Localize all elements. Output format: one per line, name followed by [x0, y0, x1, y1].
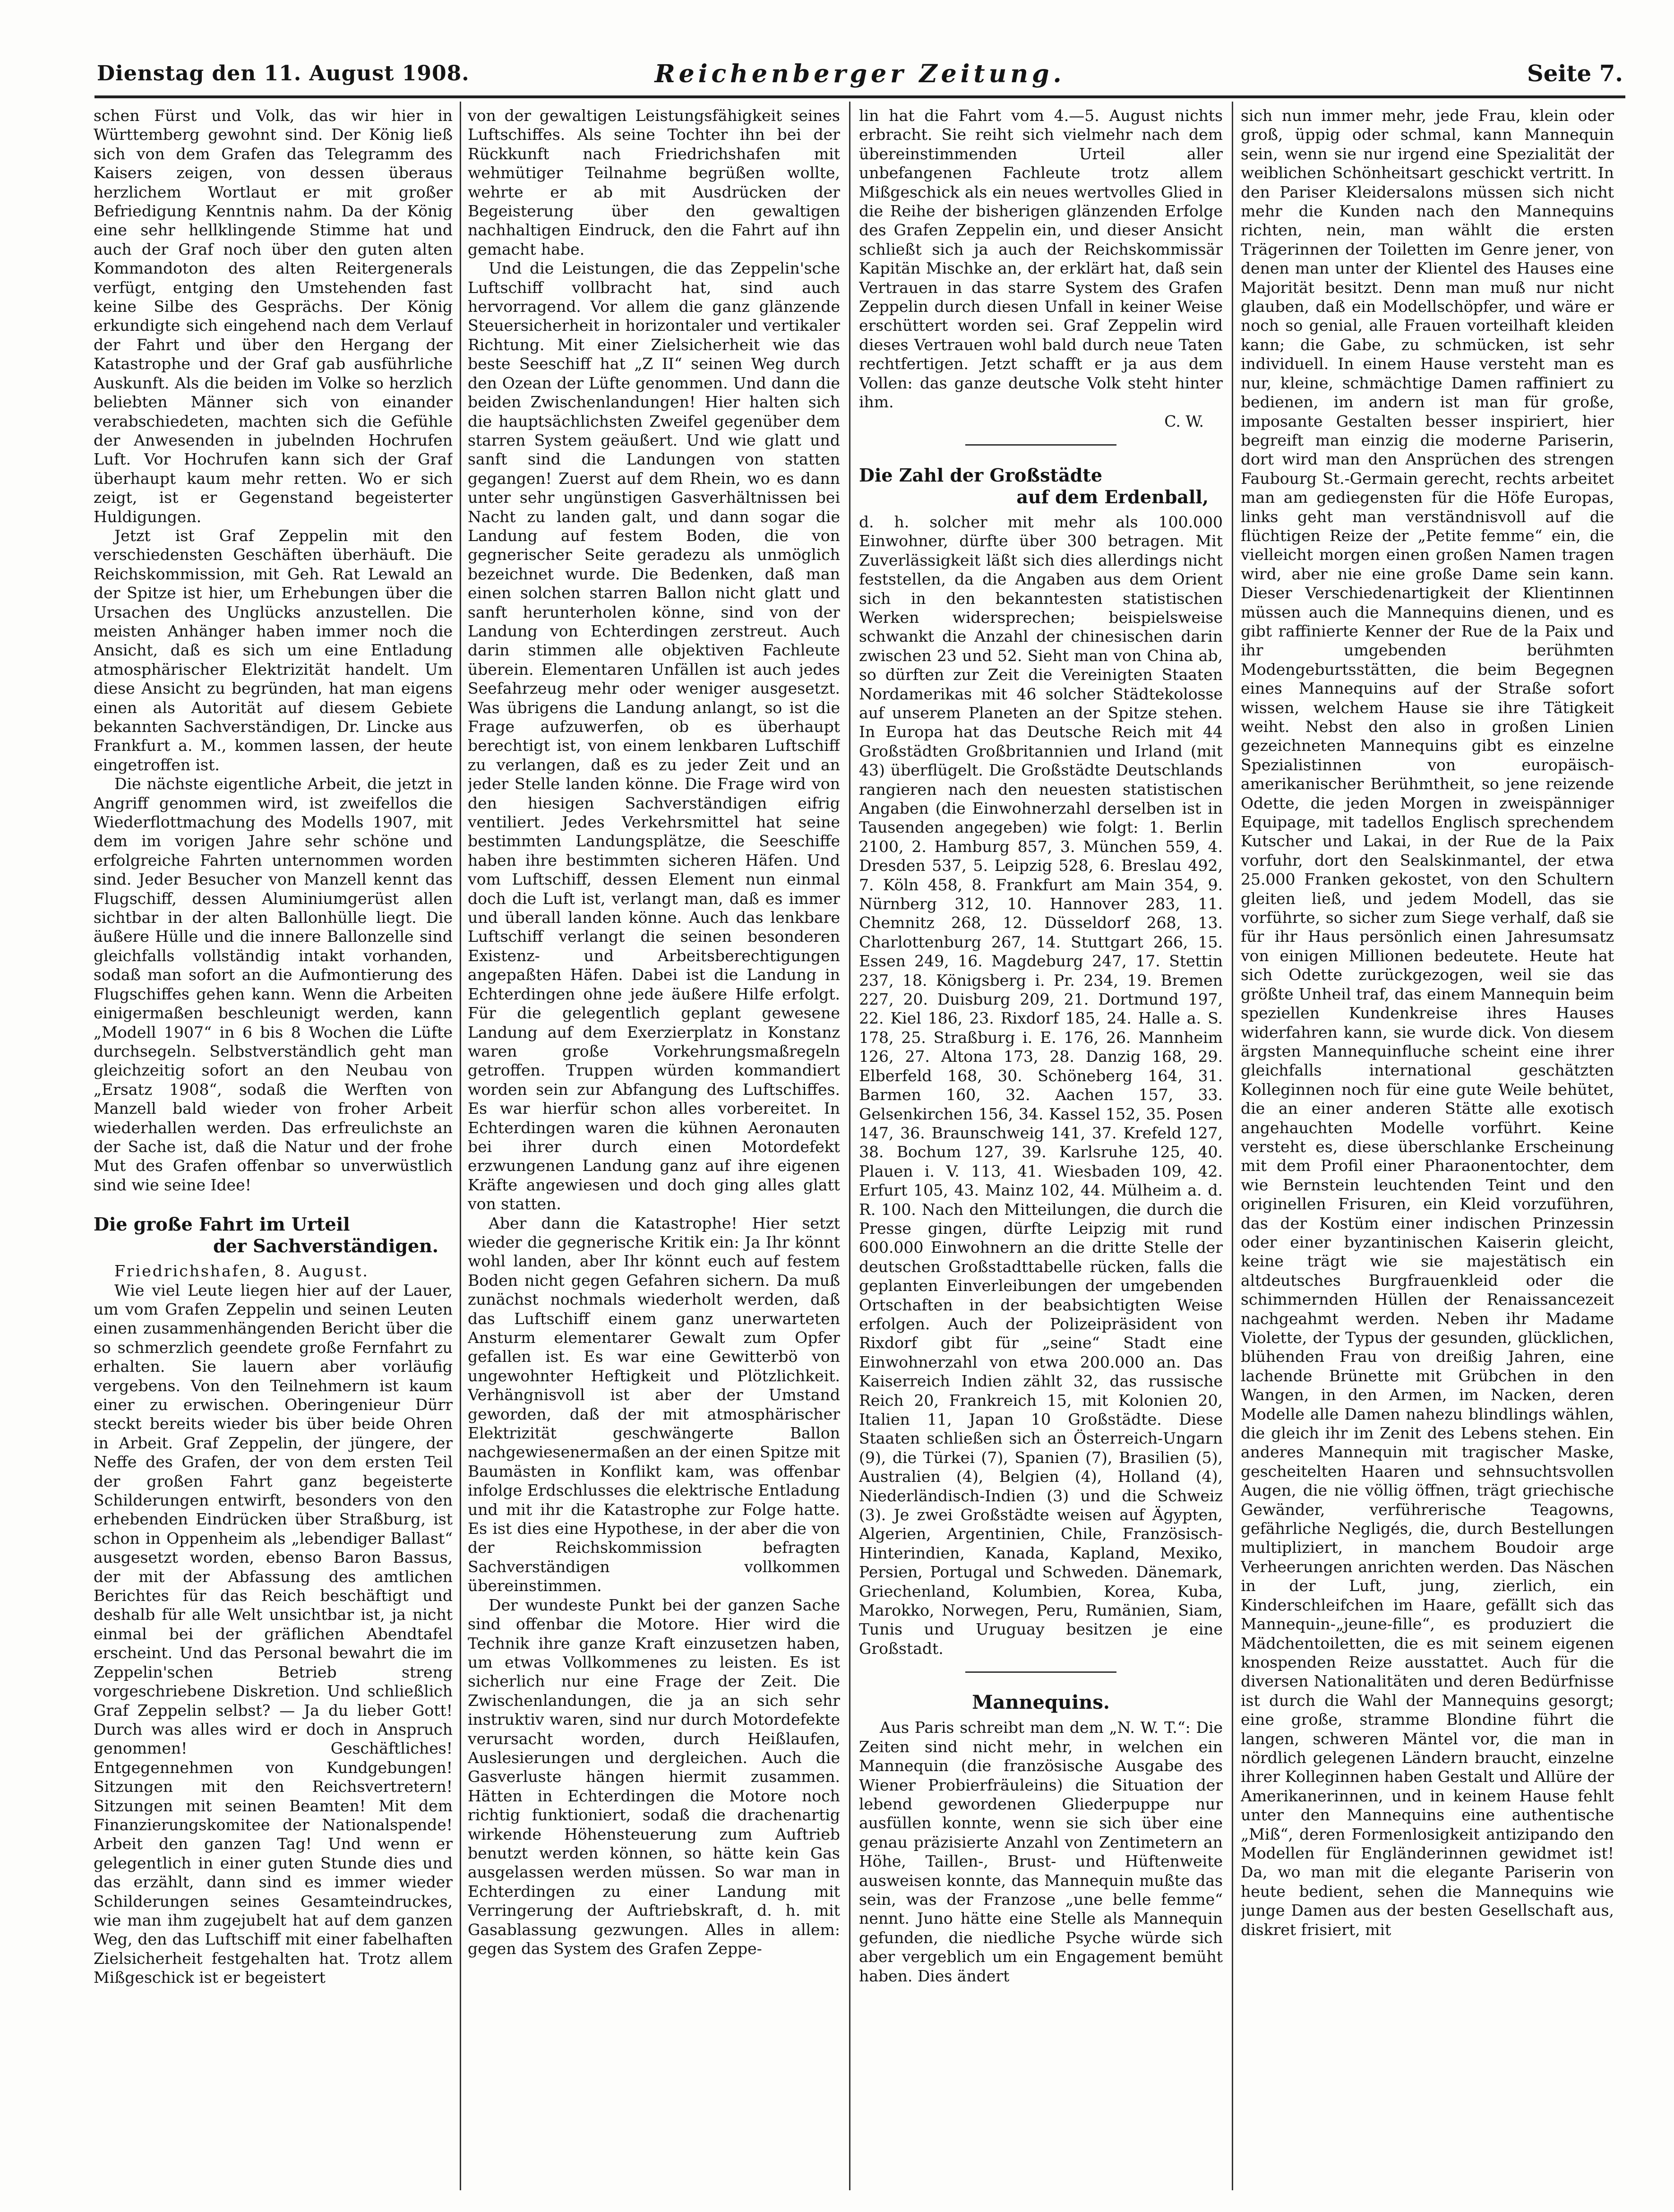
article-separator [965, 1671, 1116, 1673]
issue-date: Dienstag den 11. August 1908. [97, 61, 470, 86]
paragraph: Jetzt ist Graf Zeppelin mit den verschiedensten Geschäften überhäuft. Die Reichskommission, mit Geh. Rat Lewald an der Spitze ist hier, um Erhebungen über die Ursachen des Unglücks anzustellen. Die meisten Anhänger haben immer noch die Ansicht, daß es sich um eine Entladung atmosphärischer Elektrizität handelt. Um diese Ansicht zu begründen, hat man eigens einen als Autorität auf diesem Gebiete bekannten Sachverständigen, Dr. Lincke aus Frankfurt a. M., kommen lassen, der heute eingetroffen ist. [94, 526, 453, 774]
paragraph: sich nun immer mehr, jede Frau, klein oder groß, üppig oder schmal, kann Mannequin sein, wenn sie nur irgend eine Spezialität der weiblichen Schönheitsart geschickt vertritt. In den Pariser Kleidersalons müssen sich nicht mehr die Kunden nach den Mannequins richten, nein, man wählt die ersten Trägerinnen der Toiletten im Genre jener, von denen man unter der Klientel des Hauses eine Majorität besitzt. Denn man muß nur nicht glauben, daß ein Modellschöpfer, und wäre er noch so genial, alle Frauen vorteilhaft kleiden kann; die Gabe, zu schmücken, ist sehr individuell. In einem Hause versteht man es nur, kleine, schmächtige Damen raffiniert zu bedienen, im andern ist man für große, imposante Gestalten besser inspiriert, hier begreift man einzig die moderne Pariserin, dort wird man den Ansprüchen des strengen Faubourg St.-Germain gerecht, rechts arbeitet man am gediegensten für die Höfe Europas, links geht man verständnisvoll auf die flüchtigen Reize der „Petite femme“ ein, die vielleicht morgen einen großen Namen tragen wird, aber nie eine große Dame sein kann. Dieser Verschiedenartigkeit der Klientinnen müssen auch die Mannequins dienen, und es gibt raffinierte Kenner der Rue de la Paix und ihr umgebenden berühmten Modengeburtsstätten, die beim Begegnen eines Mannequins auf der Straße sofort wissen, welchem Hause sie ihre Tätigkeit weiht. Nebst den also in großen Linien gezeichneten Mannequins gibt es einzelne Spezialistinnen von europäisch-amerikanischer Berühmtheit, so jene reizende Odette, die jeden Morgen in zweispänniger Equipage, mit tadellos Englisch sprechendem Kutscher und Lakai, in der Rue de la Paix vorfuhr, dort den Sealskinmantel, der etwa 25.000 Franken gekostet, von den Schultern gleiten ließ, und jedem Modell, das sie vorführte, so sicher zum Siege verhalf, daß sie für ihr Haus persönlich einen Jahresumsatz von einigen Millionen bedeutete. Heute hat sich Odette zurückgezogen, weil sie das größte Unheil traf, das einem Mannequin beim speziellen Kundenkreise ihres Hauses widerfahren kann, sie wurde dick. Von diesem ärgsten Mannequinfluche scheint eine ihrer gleichfalls international geschätzten Kolleginnen noch für eine gute Weile behütet, die an einer anderen Stätte alle exotisch angehauchten Modelle vorführt. Keine versteht es, diese überschlanke Erscheinung mit dem Profil einer Pharaonentochter, dem wie Bernstein leuchtenden Teint und den originellen Frisuren, ein Kleid vorzuführen, das der Kostüm einer indischen Prinzessin oder einer byzantinischen Kaiserin gleicht, keine trägt wie sie majestätisch ein altdeutsches Burgfrauenkleid oder die schimmernden Hüllen der Renaissancezeit nachgeahmt werden. Neben ihr Madame Violette, der Typus der gesunden, glücklichen, blühenden Frau von dreißig Jahren, eine lachende Brünette mit Grübchen in den Wangen, in den Armen, im Nacken, deren Modelle alle Damen nahezu blindlings wählen, die gleich ihr im Zenit des Lebens stehen. Ein anderes Mannequin mit tragischer Maske, gescheitelten Haaren und sehnsuchtsvollen Augen, die nie völlig öffnen, trägt griechische Gewänder, verführerische Teagowns, gefährliche Negligés, die, durch Bestellungen multipliziert, in manchem Boudoir arge Verheerungen anrichten werden. Das Näschen in der Luft, jung, zierlich, ein Kinderschleifchen im Haare, gefällt sich das Mannequin-„jeune-fille“, es produziert die Mädchentoiletten, die es mit seinem eigenen knospenden Reize ausstattet. Auch für die diversen Nationalitäten und deren Bedürfnisse ist durch die Wahl der Mannequins gesorgt; eine große, stramme Blondine führt die langen, schweren Mäntel vor, die man in nördlich gelegenen Ländern braucht, einzelne ihrer Kolleginnen haben Gestalt und Allüre der Amerikanerinnen, und in keinem Hause fehlt unter den Mannequins eine authentische „Miß“, deren Formenlosigkeit antizipando den Modellen für Engländerinnen gewidmet ist! Da, wo man mit die elegante Pariserin von heute bedient, sehen die Mannequins wie junge Damen aus der besten Gesellschaft aus, diskret frisiert, mit [1241, 106, 1614, 1939]
article-headline [859, 465, 1223, 508]
paragraph: Wie viel Leute liegen hier auf der Lauer, um vom Grafen Zeppelin und seinen Leuten einen zusammenhängenden Bericht über die so schmerzlich geendete große Fernfahrt zu erhalten. Sie lauern aber vorläufig vergebens. Von den Teilnehmern ist kaum einer zu erwischen. Oberingenieur Dürr steckt bereits wieder bis über beide Ohren in Arbeit. Graf Zeppelin, der jüngere, der Neffe des Grafen, der von dem ersten Teil der großen Fahrt ganz begeisterte Schilderungen entwirft, besonders von den erhebenden Eindrücken über Straßburg, ist schon in Oppenheim als „lebendiger Ballast“ ausgesetzt worden, ebenso Baron Bassus, der mit der Abfassung des amtlichen Berichtes für das Reich beschäftigt und deshalb für alle Welt unsichtbar ist, ja nicht einmal bei der gräflichen Abendtafel erscheint. Und das Personal bewahrt die im Zeppelin'schen Betrieb streng vorgeschriebene Diskretion. Und schließlich Graf Zeppelin selbst? — Ja du lieber Gott! Durch was alles wird er doch in Anspruch genommen! Geschäftliches! Entgegennehmen von Kundgebungen! Sitzungen mit den Reichsvertretern! Sitzungen mit seinen Beamten! Mit dem Finanzierungskomitee der Nationalspende! Arbeit den ganzen Tag! Und wenn er gelegentlich in einer guten Stunde dies und das erzählt, dann sind es immer wieder Schilderungen seines Gesamteindruckes, wie man ihm zugejubelt hat auf dem ganzen Weg, den das Luftschiff mit einer fabelhaften Zielsicherheit festgehalten hat. Trotz allem Mißgeschick ist er begeistert [94, 1281, 453, 1987]
column-3 [859, 106, 1223, 2186]
headline-line-2: der Sachverständigen. [213, 1235, 438, 1257]
paragraph: lin hat die Fahrt vom 4.—5. August nichts erbracht. Sie reiht sich vielmehr nach dem übereinstimmenden Urteil aller unbefangenen Fachleute trotz allem Mißgeschick als ein neues wertvolles Glied in die Reihe der bisherigen glänzenden Erfolge des Grafen Zeppelin ein, und dieser Ansicht schließt sich ja auch der Reichskommissär Kapitän Mischke an, der erklärt hat, daß sein Vertrauen in das starre System des Grafen Zeppelin durch diesen Unfall in keiner Weise erschüttert worden sei. Graf Zeppelin wird dieses Vertrauen wohl bald durch neue Taten rechtfertigen. Jetzt schafft er ja aus dem Vollen: das ganze deutsche Volk steht hinter ihm. [859, 106, 1223, 412]
header-rule [94, 95, 1625, 98]
paragraph: schen Fürst und Volk, das wir hier in Württemberg gewohnt sind. Der König ließ sich von dem Grafen das Telegramm des Kaisers zeigen, von dessen überaus herzlichem Wortlaut er mit großer Befriedigung Kenntnis nahm. Da der König eine sehr hellklingende Stimme hat und auch der Graf noch über den guten alten Kommandoton des alten Reitergenerals verfügt, entging den Umstehenden fast keine Silbe des Gesprächs. Der König erkundigte sich eingehend nach dem Verlauf der Fahrt und über den Hergang der Katastrophe und der Graf gab ausführliche Auskunft. Als die beiden im Volke so herzlich beliebten Männer sich von einander verabschiedeten, machten sich die Gefühle der Anwesenden in jubelnden Hochrufen Luft. Vor Hochrufen kann sich der Graf überhaupt kaum mehr retten. Wo er sich zeigt, ist er Gegenstand begeisterter Huldigungen. [94, 106, 453, 526]
column-1 [94, 106, 453, 2186]
masthead-title: Reichenberger Zeitung. [654, 60, 1065, 88]
column-divider [1232, 102, 1233, 2190]
paragraph: von der gewaltigen Leistungsfähigkeit seines Luftschiffes. Als seine Tochter ihn bei der Rückkunft nach Friedrichshafen mit wehmütiger Teilnahme begrüßen wollte, wehrte er ab mit Ausdrücken der Begeisterung über den gewaltigen nachhaltigen Eindruck, den die Fahrt auf ihn gemacht habe. [468, 106, 840, 258]
article-separator [965, 444, 1116, 446]
article-headline [94, 1214, 453, 1257]
headline-line-1: Die Zahl der Großstädte [859, 464, 1103, 486]
page-number: Seite 7. [1527, 60, 1623, 87]
author-signature: C. W. [1164, 412, 1204, 430]
paragraph: d. h. solcher mit mehr als 100.000 Einwohner, dürfte über 300 betragen. Mit Zuverlässigkeit läßt sich dies allerdings nicht feststellen, da die Angaben aus dem Orient sich in den bekanntesten statistischen Werken widersprechen; beispielsweise schwankt die Anzahl der chinesischen darin zwischen 23 und 52. Sieht man von China ab, so dürften zur Zeit die Vereinigten Staaten Nordamerikas mit 46 solcher Städtekolosse auf unserem Planeten an der Spitze stehen. In Europa hat das Deutsche Reich mit 44 Großstädten Großbritannien und Irland (mit 43) überflügelt. Die Großstädte Deutschlands rangieren nach den neuesten statistischen Angaben (die Einwohnerzahl derselben ist in Tausenden angegeben) wie folgt: 1. Berlin 2100, 2. Hamburg 857, 3. München 559, 4. Dresden 537, 5. Leipzig 528, 6. Breslau 492, 7. Köln 458, 8. Frankfurt am Main 354, 9. Nürnberg 312, 10. Hannover 283, 11. Chemnitz 268, 12. Düsseldorf 268, 13. Charlottenburg 267, 14. Stuttgart 266, 15. Essen 249, 16. Magdeburg 247, 17. Stettin 237, 18. Königsberg i. Pr. 234, 19. Bremen 227, 20. Duisburg 209, 21. Dortmund 197, 22. Kiel 186, 23. Rixdorf 185, 24. Halle a. S. 178, 25. Straßburg i. E. 176, 26. Mannheim 126, 27. Altona 173, 28. Danzig 168, 29. Elberfeld 168, 30. Schöneberg 164, 31. Barmen 160, 32. Aachen 157, 33. Gelsenkirchen 156, 34. Kassel 152, 35. Posen 147, 36. Braunschweig 141, 37. Krefeld 127, 38. Bochum 127, 39. Karlsruhe 125, 40. Plauen i. V. 113, 41. Wiesbaden 109, 42. Erfurt 105, 43. Mainz 102, 44. Mülheim a. d. R. 100. Nach den Mitteilungen, die durch die Presse gingen, dürfte Leipzig mit rund 600.000 Einwohnern an die dritte Stelle der deutschen Großstadttabelle rücken, falls die geplanten Einverleibungen der umgebenden Ortschaften in der beabsichtigten Weise erfolgen. Auch der Polizeipräsident von Rixdorf gibt für „seine“ Stadt eine Einwohnerzahl von etwa 200.000 an. Das Kaiserreich Indien zählt 32, das russische Reich 20, Frankreich 15, mit Kolonien 20, Italien 11, Japan 10 Großstädte. Diese Staaten schließen sich an Österreich-Ungarn (9), die Türkei (7), Spanien (7), Brasilien (5), Australien (4), Belgien (4), Holland (4), Niederländisch-Indien (3) und die Schweiz (3). Je zwei Großstädte weisen auf Ägypten, Algerien, Argentinien, Chile, Französisch-Hinterindien, Kanada, Kapland, Mexiko, Persien, Portugal und Schweden. Dänemark, Griechenland, Kolumbien, Korea, Kuba, Marokko, Norwegen, Peru, Rumänien, Siam, Tunis und Uruguay besitzen je eine Großstadt. [859, 512, 1223, 1658]
paragraph: Aus Paris schreibt man dem „N. W. T.“: Die Zeiten sind nicht mehr, in welchen ein Mannequin (die französische Ausgabe des Wiener Probierfräuleins) die Situation der lebend gewordenen Gliederpuppe nur ausfüllen konnte, wenn sie sich über eine genau präzisierte Anzahl von Zentimetern an Höhe, Taillen-, Brust- und Hüftenweite ausweisen konnte, das Mannequin mußte das sein, was der Franzose „une belle femme“ nennt. Juno hätte eine Stelle als Mannequin gefunden, die niedliche Psyche würde sich aber vergeblich um ein Engagement bemüht haben. Dies ändert [859, 1718, 1223, 1985]
paragraph: Aber dann die Katastrophe! Hier setzt wieder die gegnerische Kritik ein: Ja Ihr könnt wohl landen, aber Ihr könnt euch auf festem Boden nicht gegen Gefahren sichern. Da muß zunächst nochmals wiederholt werden, daß das Luftschiff einem ganz unerwarteten Ansturm elementarer Gewalt zum Opfer gefallen ist. Es war eine Gewitterbö von ungewohnter Heftigkeit und Plötzlichkeit. Verhängnisvoll ist aber der Umstand geworden, daß der mit atmosphärischer Elektrizität geschwängerte Ballon nachgewiesenermaßen an der einen Spitze mit Baumästen in Konflikt kam, was offenbar infolge Erdschlusses die elektrische Entladung und mit ihr die Katastrophe zur Folge hatte. Es ist dies eine Hypothese, in der aber die von der Reichskommission befragten Sachverständigen vollkommen übereinstimmen. [468, 1214, 840, 1595]
column-divider [849, 102, 850, 2190]
column-2 [468, 106, 840, 2186]
column-4 [1241, 106, 1614, 2186]
page-header [97, 60, 1623, 94]
paragraph: Die nächste eigentliche Arbeit, die jetzt in Angriff genommen wird, ist zweifellos die Wiederflottmachung des Modells 1907, mit dem im vorigen Jahre sehr schöne und erfolgreiche Fahrten unternommen worden sind. Jeder Besucher von Manzell kennt das Flugschiff, dessen Aluminiumgerüst allen sichtbar in der alten Ballonhülle liegt. Die äußere Hülle und die innere Ballonzelle sind gleichfalls vollständig intakt vorhanden, sodaß man sofort an die Aufmontierung des Flugschiffes gehen kann. Wenn die Arbeiten einigermaßen beschleunigt werden, kann „Modell 1907“ in 6 bis 8 Wochen die Lüfte durchsegeln. Selbstverständlich geht man gleichzeitig sofort an den Neubau von „Ersatz 1908“, sodaß die Werften von Manzell bald wieder von froher Arbeit wiederhallen werden. Das erfreulichste an der Sache ist, daß die Natur und der frohe Mut des Grafen offenbar so unverwüstlich sind wie seine Idee! [94, 775, 453, 1194]
headline-line-2: auf dem Erdenball, [1016, 486, 1209, 508]
article-headline: Mannequins. [972, 1691, 1110, 1714]
dateline: Friedrichshafen, 8. August. [114, 1262, 369, 1281]
paragraph: Der wundeste Punkt bei der ganzen Sache sind offenbar die Motore. Hier wird die Technik ihre ganze Kraft einzusetzen haben, um etwas Vollkommenes zu leisten. Es ist sicherlich nur eine Frage der Zeit. Die Zwischenlandungen, die ja an sich sehr instruktiv waren, sind nur durch Motordefekte verursacht worden, durch Heißlaufen, Auslesierungen und dergleichen. Auch die Gasverluste hängen hiermit zusammen. Hätten in Echterdingen die Motore noch richtig funktioniert, sodaß die drachenartig wirkende Höhensteuerung zum Auftrieb benutzt werden können, so hätte kein Gas ausgelassen werden müssen. So war man in Echterdingen zu einer Landung mit Verringerung der Auftriebskraft, d. h. mit Gasablassung gezwungen. Alles in allem: gegen das System des Grafen Zeppe- [468, 1595, 840, 1958]
column-divider [460, 102, 461, 2190]
headline-line-1: Die große Fahrt im Urteil [94, 1214, 350, 1235]
paragraph: Und die Leistungen, die das Zeppelin'sche Luftschiff vollbracht hat, sind auch hervorragend. Vor allem die ganz glänzende Steuersicherheit in horizontaler und vertikaler Richtung. Mit einer Zielsicherheit wie das beste Seeschiff hat „Z II“ seinen Weg durch den Ozean der Lüfte genommen. Und dann die beiden Zwischenlandungen! Hier halten sich die hauptsächlichsten Zweifel gegenüber dem starren System geäußert. Und wie glatt und sanft sind die Landungen von statten gegangen! Zuerst auf dem Rhein, wo es dann unter sehr ungünstigen Gasverhältnissen bei Nacht zu landen galt, und dann sogar die Landung auf festem Boden, die von gegnerischer Seite geradezu als unmöglich bezeichnet wurde. Die Bedenken, daß man einen solchen starren Ballon nicht glatt und sanft herunterholen könne, sind von der Landung von Echterdingen zerstreut. Auch darin stimmen alle objektiven Fachleute überein. Elementaren Unfällen ist auch jedes Seefahrzeug mehr oder weniger ausgesetzt. Was übrigens die Landung anlangt, so ist die Frage aufzuwerfen, ob es überhaupt berechtigt ist, von einem lenkbaren Luftschiff zu verlangen, daß es zu jeder Zeit und an jeder Stelle landen könne. Die Frage wird von den hiesigen Sachverständigen eifrig ventiliert. Jedes Verkehrsmittel hat seine bestimmten Landungsplätze, die Seeschiffe haben ihre bestimmten sicheren Häfen. Und vom Luftschiff, dessen Element nun einmal doch die Luft ist, verlangt man, daß es immer und überall landen könne. Auch das lenkbare Luftschiff verlangt die seinen besonderen Existenz- und Arbeitsberechtigungen angepaßten Häfen. Dabei ist die Landung in Echterdingen ohne jede äußere Hilfe erfolgt. Für die gelegentlich geplant gewesene Landung auf dem Exerzierplatz in Konstanz waren große Vorkehrungsmaßregeln getroffen. Truppen würden kommandiert worden sein zur Abfangung des Luftschiffes. Es war hierfür schon alles vorbereitet. In Echterdingen waren die kühnen Aeronauten bei ihrer durch einen Motordefekt erzwungenen Landung ganz auf ihre eigenen Kräfte angewiesen und doch ging alles glatt von statten. [468, 259, 840, 1214]
